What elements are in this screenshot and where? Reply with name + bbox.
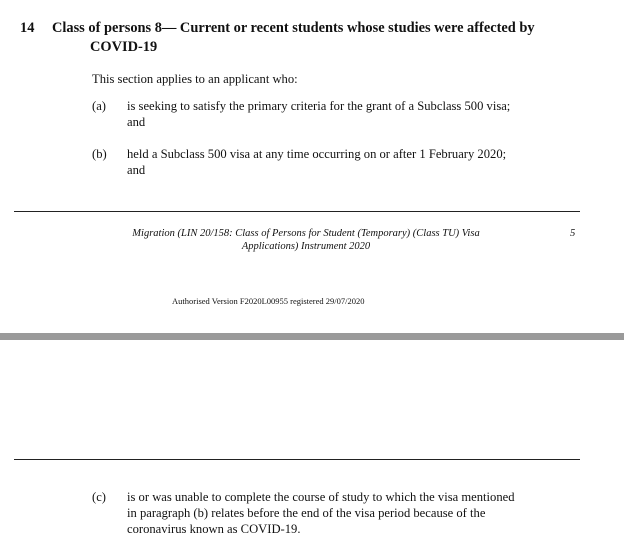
paragraph-a-line-1: is seeking to satisfy the primary criteria for the grant of a Subclass 500 visa; — [127, 99, 511, 113]
paragraph-b-label: (b) — [92, 147, 107, 161]
paragraph-c-line-2: in paragraph (b) relates before the end of the visa period because of the — [127, 506, 486, 520]
footer-rule — [14, 211, 580, 212]
page-separator — [0, 333, 624, 340]
footer-title — [130, 227, 482, 253]
heading-title: Class of persons 8— Current or recent students whose studies were affected by — [52, 20, 535, 36]
paragraph-c-text — [127, 489, 582, 537]
paragraph-a-label: (a) — [92, 99, 106, 113]
section-heading — [20, 19, 610, 57]
paragraph-a-line-2: and — [127, 115, 146, 129]
page-number: 5 — [570, 228, 576, 239]
paragraph-c-line-3: coronavirus known as COVID-19. — [127, 522, 301, 536]
intro-text: This section applies to an applicant who: — [92, 72, 298, 86]
paragraph-b-line-2: and — [127, 163, 146, 177]
header-rule — [14, 459, 580, 460]
section-number: 14 — [20, 20, 35, 36]
footer-title-line-1: Migration (LIN 20/158: Class of Persons for Student (Temporary) (Class TU) Visa — [132, 228, 480, 239]
paragraph-c-line-1: is or was unable to complete the course of study to which the visa mentioned — [127, 490, 515, 504]
paragraph-a-text — [127, 98, 582, 130]
heading-line-1 — [20, 19, 610, 38]
footer-title-line-2: Applications) Instrument 2020 — [241, 241, 371, 252]
heading-line-2: COVID-19 — [90, 39, 158, 55]
paragraph-b-text — [127, 146, 582, 178]
authorised-version: Authorised Version F2020L00955 registered 29/07/2020 — [172, 296, 365, 306]
paragraph-b-line-1: held a Subclass 500 visa at any time occurring on or after 1 February 2020; — [127, 147, 507, 161]
paragraph-c-label: (c) — [92, 490, 106, 504]
